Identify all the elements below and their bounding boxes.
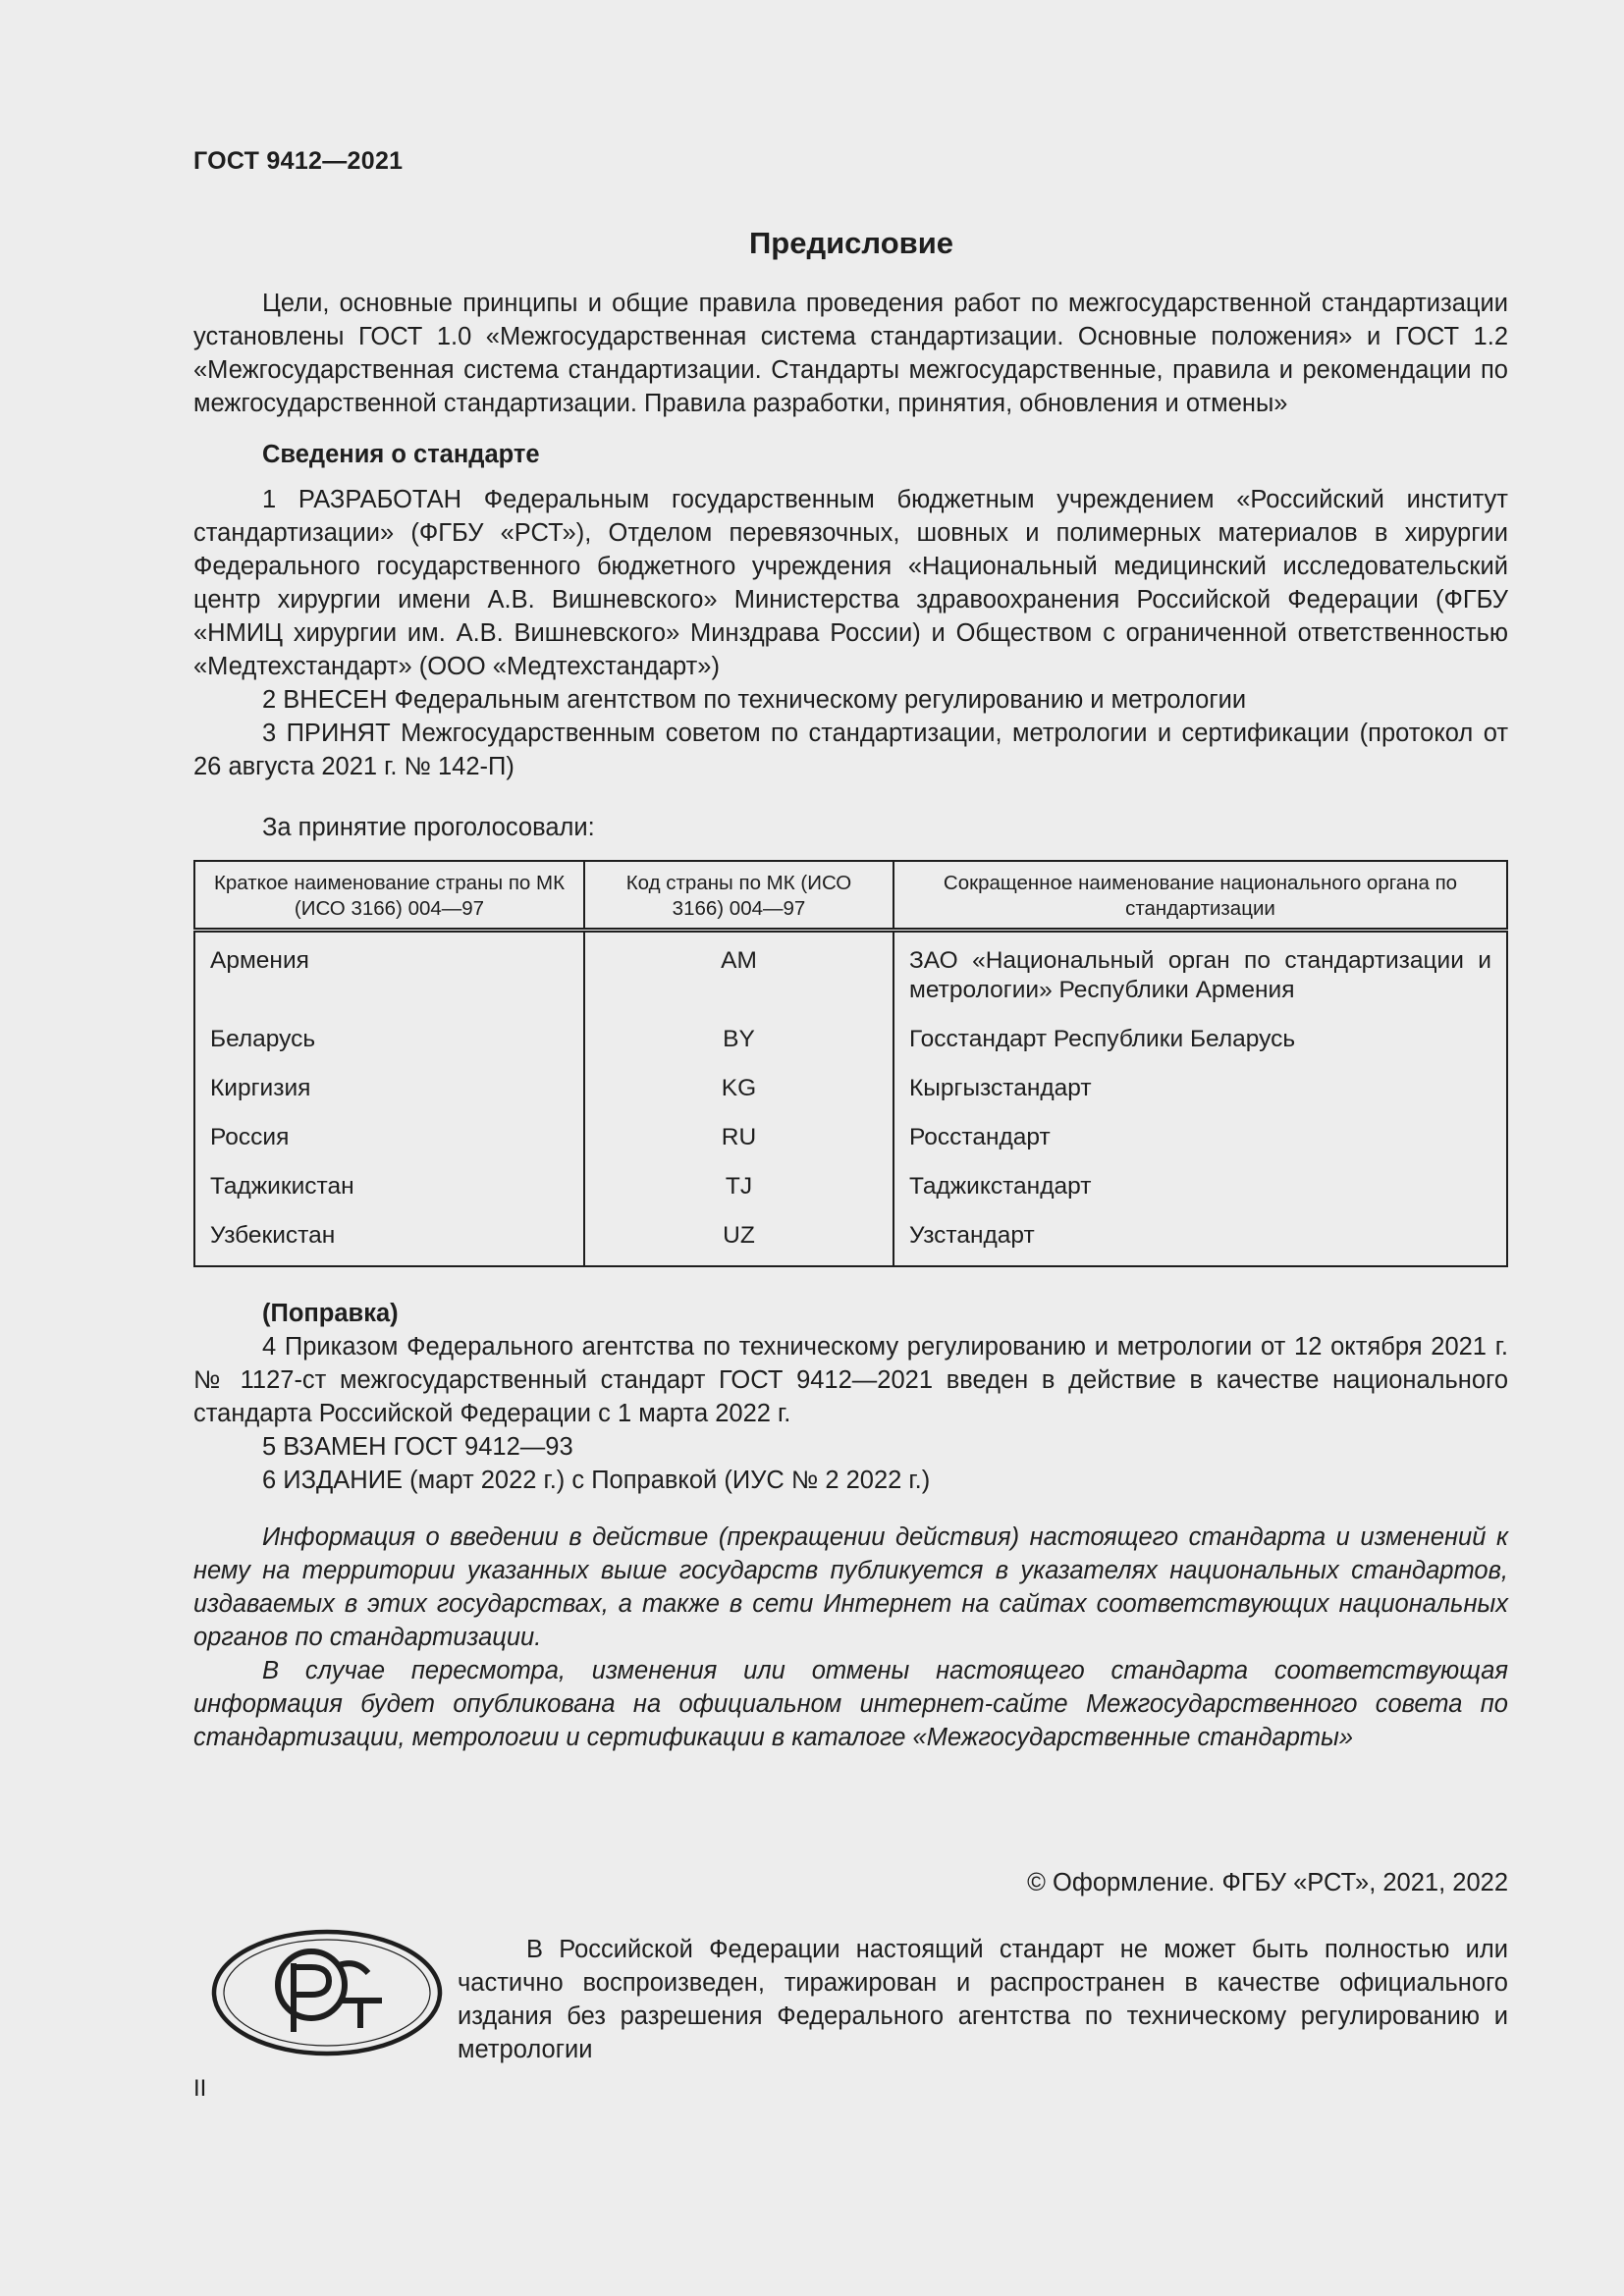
copyright-notice: © Оформление. ФГБУ «РСТ», 2021, 2022 <box>1027 1869 1508 1896</box>
cell-body: Узстандарт <box>893 1216 1507 1266</box>
header-country-code: Код страны по МК (ИСО 3166) 004—97 <box>584 861 893 931</box>
document-code: ГОСТ 9412—2021 <box>193 147 404 175</box>
countries-table <box>193 860 1508 1267</box>
page-title: Предисловие <box>748 226 953 260</box>
table-row <box>194 1069 1507 1118</box>
cell-body: Росстандарт <box>893 1118 1507 1167</box>
rights-paragraph: В Российской Федерации настоящий стандарт не может быть полностью или частично воспроизведен, тиражирован и распространен в качестве официального издания без разрешения Федерального агентства по техническому регулированию и метрологии <box>458 1936 1508 2063</box>
cell-body: ЗАО «Национальный орган по стандартизации и метрологии» Республики Армения <box>893 931 1507 1021</box>
rights-notice <box>458 1933 1508 2066</box>
table-header-row <box>194 861 1507 931</box>
cell-body: Госстандарт Республики Беларусь <box>893 1020 1507 1069</box>
cell-country: Беларусь <box>194 1020 584 1069</box>
header-standards-body: Сокращенное наименование национального органа по стандартизации <box>893 861 1507 931</box>
document-body <box>193 287 1508 1754</box>
amendment-label: (Поправка) <box>262 1300 399 1327</box>
table-row <box>194 1118 1507 1167</box>
info-heading: Сведения о стандарте <box>262 441 540 468</box>
page-number: II <box>193 2075 207 2102</box>
cell-code: BY <box>584 1020 893 1069</box>
item-submitted: 2 ВНЕСЕН Федеральным агентством по техническому регулированию и метрологии <box>262 686 1247 714</box>
cell-body: Таджикстандарт <box>893 1167 1507 1216</box>
cell-country: Киргизия <box>194 1069 584 1118</box>
cell-country: Армения <box>194 931 584 1021</box>
cell-body: Кыргызстандарт <box>893 1069 1507 1118</box>
item-developed: 1 РАЗРАБОТАН Федеральным государственным бюджетным учреждением «Российский институт стандартизации» (ФГБУ «РСТ»), Отделом перевязочных, шовных и полимерных материалов в хирургии Федерального государственного бюджетного учреждения «Национальный медицинский исследовательский центр хирургии имени А.В. Вишневского» Министерства здравоохранения Российской Федерации (ФГБУ «НМИЦ хирургии им. А.В. Вишневского» Минздрава России) и Обществом с ограниченной ответственностью «Медтехстандарт» (ООО «Медтехстандарт») <box>193 486 1508 680</box>
cell-code: TJ <box>584 1167 893 1216</box>
cell-code: AM <box>584 931 893 1021</box>
cell-country: Таджикистан <box>194 1167 584 1216</box>
rst-logo-icon <box>209 1926 445 2059</box>
intro-paragraph: Цели, основные принципы и общие правила проведения работ по межгосударственной стандартизации установлены ГОСТ 1.0 «Межгосударственная система стандартизации. Основные положения» и ГОСТ 1.2 «Межгосударственная система стандартизации. Стандарты межгосударственные, правила и рекомендации по межгосударственной стандартизации. Правила разработки, принятия, обновления и отмены» <box>193 290 1508 417</box>
table-row <box>194 1216 1507 1266</box>
cell-country: Россия <box>194 1118 584 1167</box>
item-enacted: 4 Приказом Федерального агентства по техническому регулированию и метрологии от 12 октября 2021 г. № 1127-ст межгосударственный стандарт ГОСТ 9412—2021 введен в действие в качестве национального стандарта Российской Федерации с 1 марта 2022 г. <box>193 1333 1508 1427</box>
item-replaces: 5 ВЗАМЕН ГОСТ 9412—93 <box>262 1433 573 1461</box>
header-country-name: Краткое наименование страны по МК (ИСО 3166) 004—97 <box>194 861 584 931</box>
cell-country: Узбекистан <box>194 1216 584 1266</box>
cell-code: UZ <box>584 1216 893 1266</box>
item-edition: 6 ИЗДАНИЕ (март 2022 г.) с Поправкой (ИУС № 2 2022 г.) <box>262 1467 931 1494</box>
table-row <box>194 1167 1507 1216</box>
notice-paragraph-1: Информация о введении в действие (прекращении действия) настоящего стандарта и изменений к нему на территории указанных выше государств публикуется в указателях национальных стандартов, издаваемых в этих государствах, а также в сети Интернет на сайтах соответствующих национальных органов по стандартизации. <box>193 1523 1508 1651</box>
table-row <box>194 931 1507 1021</box>
table-row <box>194 1020 1507 1069</box>
cell-code: RU <box>584 1118 893 1167</box>
cell-code: KG <box>584 1069 893 1118</box>
votes-label: За принятие проголосовали: <box>262 814 595 841</box>
item-adopted: 3 ПРИНЯТ Межгосударственным советом по стандартизации, метрологии и сертификации (протокол от 26 августа 2021 г. № 142-П) <box>193 720 1508 780</box>
notice-paragraph-2: В случае пересмотра, изменения или отмены настоящего стандарта соответствующая информация будет опубликована на официальном интернет-сайте Межгосударственного совета по стандартизации, метрологии и сертификации в каталоге «Межгосударственные стандарты» <box>193 1657 1508 1751</box>
